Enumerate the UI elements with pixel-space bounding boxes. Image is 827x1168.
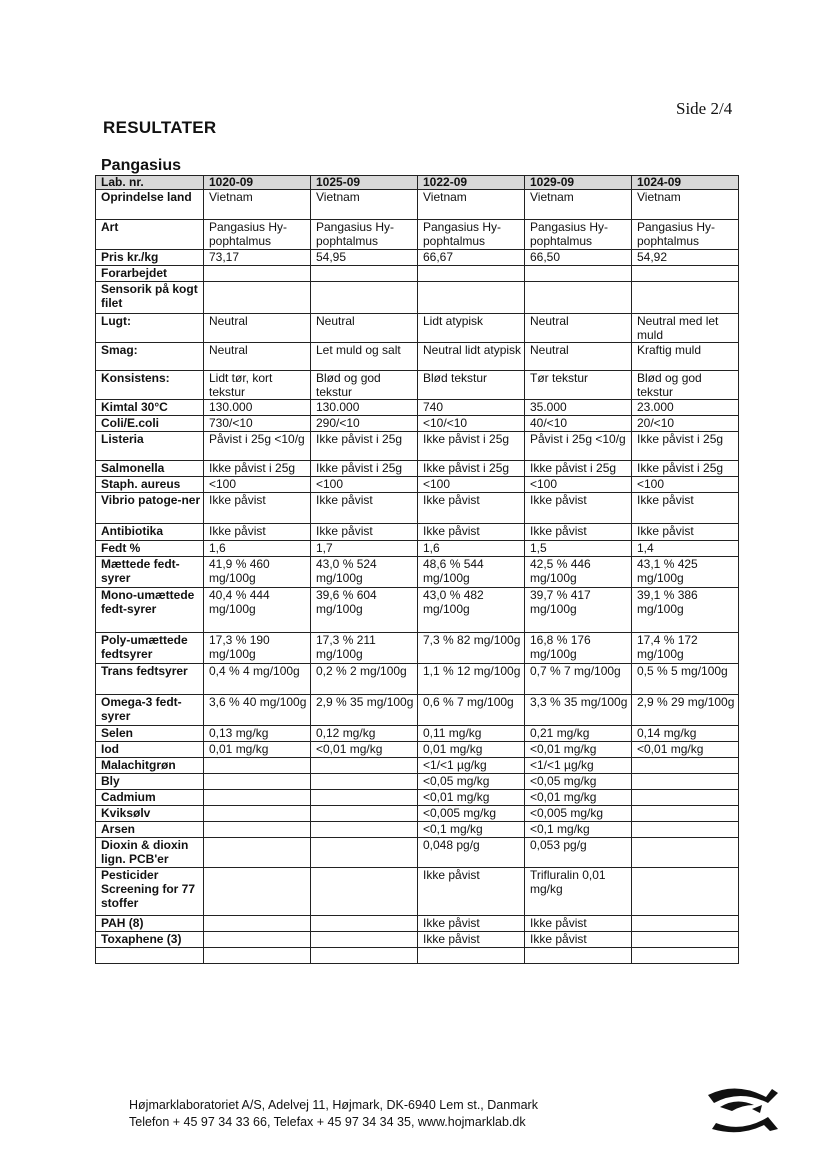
table-cell: <0,01 mg/kg [525, 790, 632, 806]
table-row [96, 190, 739, 220]
table-cell [632, 266, 739, 282]
table-cell: 0,11 mg/kg [418, 726, 525, 742]
section-title: Pangasius [101, 157, 182, 174]
table-cell: Ikke påvist [525, 524, 632, 541]
table-row [96, 806, 739, 822]
table-row [96, 695, 739, 726]
table-cell: <0,1 mg/kg [418, 822, 525, 838]
table-cell: Pangasius Hy-pophtalmus [525, 220, 632, 250]
table-cell: Påvist i 25g <10/g [525, 432, 632, 461]
table-cell: Neutral [204, 314, 311, 343]
table-cell: 0,14 mg/kg [632, 726, 739, 742]
footer-address: Højmarklaboratoriet A/S, Adelvej 11, Højmark, DK-6940 Lem st., Danmark [129, 1098, 538, 1112]
table-cell: 740 [418, 400, 525, 416]
table-row [96, 557, 739, 588]
row-label: Toxaphene (3) [96, 932, 204, 948]
table-row [96, 524, 739, 541]
table-row [96, 220, 739, 250]
table-cell: Pangasius Hy-pophtalmus [632, 220, 739, 250]
table-cell: 0,6 % 7 mg/100g [418, 695, 525, 726]
table-cell [632, 790, 739, 806]
table-cell [311, 838, 418, 868]
table-row [96, 343, 739, 371]
table-cell: <100 [204, 477, 311, 493]
page-heading: RESULTATER [103, 118, 217, 137]
table-cell [204, 868, 311, 916]
table-cell [204, 790, 311, 806]
table-cell: Neutral [311, 314, 418, 343]
table-cell: 0,01 mg/kg [204, 742, 311, 758]
table-cell: 16,8 % 176 mg/100g [525, 633, 632, 664]
table-cell: <1/<1 µg/kg [418, 758, 525, 774]
table-cell: 23.000 [632, 400, 739, 416]
table-cell: 48,6 % 544 mg/100g [418, 557, 525, 588]
table-cell: Vietnam [632, 190, 739, 220]
table-row [96, 633, 739, 664]
table-row [96, 916, 739, 932]
table-cell: 1,6 [204, 541, 311, 557]
table-cell [525, 948, 632, 964]
table-cell: <0,05 mg/kg [525, 774, 632, 790]
row-label: Smag: [96, 343, 204, 371]
table-cell: Ikke påvist i 25g [418, 432, 525, 461]
table-cell: 290/<10 [311, 416, 418, 432]
row-label: Cadmium [96, 790, 204, 806]
table-row [96, 664, 739, 695]
table-cell: Vietnam [204, 190, 311, 220]
table-cell: Ikke påvist i 25g [632, 461, 739, 477]
table-cell: Blød tekstur [418, 371, 525, 400]
table-cell: <0,01 mg/kg [525, 742, 632, 758]
footer-contact: Telefon + 45 97 34 33 66, Telefax + 45 97 34 34 35, www.hojmarklab.dk [129, 1115, 526, 1129]
table-cell: <0,005 mg/kg [418, 806, 525, 822]
table-cell: 39,1 % 386 mg/100g [632, 588, 739, 633]
table-cell: Vietnam [418, 190, 525, 220]
table-row [96, 774, 739, 790]
table-cell [632, 822, 739, 838]
table-cell: Ikke påvist i 25g [418, 461, 525, 477]
table-cell: 43,0 % 524 mg/100g [311, 557, 418, 588]
table-cell: 40,4 % 444 mg/100g [204, 588, 311, 633]
table-cell: 1,5 [525, 541, 632, 557]
table-cell: Neutral med let muld [632, 314, 739, 343]
table-cell [311, 266, 418, 282]
header-label: Lab. nr. [96, 176, 204, 190]
table-cell [311, 868, 418, 916]
table-cell: 40/<10 [525, 416, 632, 432]
table-row [96, 250, 739, 266]
table-row [96, 282, 739, 314]
table-cell: Blød og god tekstur [311, 371, 418, 400]
table-cell: 1,6 [418, 541, 525, 557]
table-cell: Pangasius Hy-pophtalmus [204, 220, 311, 250]
table-cell [632, 806, 739, 822]
table-cell [204, 282, 311, 314]
table-cell [311, 774, 418, 790]
table-cell: 1,4 [632, 541, 739, 557]
row-label [96, 948, 204, 964]
row-label: Fedt % [96, 541, 204, 557]
table-cell: 0,5 % 5 mg/100g [632, 664, 739, 695]
table-cell: 39,6 % 604 mg/100g [311, 588, 418, 633]
table-cell: Vietnam [525, 190, 632, 220]
table-cell: Neutral [525, 343, 632, 371]
table-row [96, 932, 739, 948]
table-cell [311, 822, 418, 838]
row-label: Coli/E.coli [96, 416, 204, 432]
row-label: Lugt: [96, 314, 204, 343]
table-cell: Ikke påvist i 25g [311, 461, 418, 477]
table-cell [204, 266, 311, 282]
table-row [96, 541, 739, 557]
table-row [96, 742, 739, 758]
table-cell: Ikke påvist [311, 524, 418, 541]
table-cell: 43,0 % 482 mg/100g [418, 588, 525, 633]
table-cell: <0,005 mg/kg [525, 806, 632, 822]
table-cell: 17,4 % 172 mg/100g [632, 633, 739, 664]
table-cell: 130.000 [311, 400, 418, 416]
table-cell: <100 [311, 477, 418, 493]
table-cell: <0,01 mg/kg [632, 742, 739, 758]
table-cell: 20/<10 [632, 416, 739, 432]
table-cell: <0,1 mg/kg [525, 822, 632, 838]
table-cell: Ikke påvist i 25g [632, 432, 739, 461]
table-row [96, 588, 739, 633]
table-cell: 39,7 % 417 mg/100g [525, 588, 632, 633]
row-label: Listeria [96, 432, 204, 461]
table-cell: Ikke påvist [418, 916, 525, 932]
table-cell: Lidt atypisk [418, 314, 525, 343]
table-cell: Tør tekstur [525, 371, 632, 400]
table-cell: 0,053 pg/g [525, 838, 632, 868]
header-cell: 1020-09 [204, 176, 311, 190]
table-row [96, 416, 739, 432]
table-cell [632, 932, 739, 948]
table-cell: 2,9 % 35 mg/100g [311, 695, 418, 726]
row-label: Kviksølv [96, 806, 204, 822]
table-cell [632, 758, 739, 774]
row-label: Malachitgrøn [96, 758, 204, 774]
header-cell: 1022-09 [418, 176, 525, 190]
table-cell: <100 [632, 477, 739, 493]
table-cell [204, 916, 311, 932]
table-cell: 73,17 [204, 250, 311, 266]
table-cell: Ikke påvist [632, 493, 739, 524]
table-cell: <100 [525, 477, 632, 493]
table-cell [632, 916, 739, 932]
table-cell [204, 948, 311, 964]
table-row [96, 461, 739, 477]
table-cell: 0,12 mg/kg [311, 726, 418, 742]
table-cell: 0,21 mg/kg [525, 726, 632, 742]
table-row [96, 314, 739, 343]
table-cell: Blød og god tekstur [632, 371, 739, 400]
table-row [96, 758, 739, 774]
table-cell: 2,9 % 29 mg/100g [632, 695, 739, 726]
table-cell: <0,01 mg/kg [311, 742, 418, 758]
row-label: Pesticider Screening for 77 stoffer [96, 868, 204, 916]
table-cell: Neutral [204, 343, 311, 371]
table-cell [204, 774, 311, 790]
row-label: Art [96, 220, 204, 250]
row-label: Pris kr./kg [96, 250, 204, 266]
results-table [95, 175, 739, 964]
table-cell [418, 948, 525, 964]
table-cell: 1,7 [311, 541, 418, 557]
table-cell: Ikke påvist [418, 524, 525, 541]
table-cell [204, 822, 311, 838]
table-cell [632, 774, 739, 790]
table-cell: Ikke påvist [204, 493, 311, 524]
table-row [96, 493, 739, 524]
table-cell: Ikke påvist i 25g [525, 461, 632, 477]
row-label: Bly [96, 774, 204, 790]
row-label: Selen [96, 726, 204, 742]
table-row [96, 266, 739, 282]
table-cell: 0,13 mg/kg [204, 726, 311, 742]
row-label: Poly-umættede fedtsyrer [96, 633, 204, 664]
table-cell [311, 948, 418, 964]
row-label: Dioxin & dioxin lign. PCB'er [96, 838, 204, 868]
table-cell: 41,9 % 460 mg/100g [204, 557, 311, 588]
row-label: Konsistens: [96, 371, 204, 400]
table-row [96, 400, 739, 416]
table-cell [525, 266, 632, 282]
table-cell [632, 282, 739, 314]
footer [129, 1097, 538, 1131]
table-cell: 730/<10 [204, 416, 311, 432]
table-cell: Ikke påvist [418, 493, 525, 524]
table-cell: 35.000 [525, 400, 632, 416]
table-cell: 7,3 % 82 mg/100g [418, 633, 525, 664]
hojmark-logo-icon [706, 1083, 780, 1133]
table-cell [311, 916, 418, 932]
table-row [96, 790, 739, 806]
row-label: Iod [96, 742, 204, 758]
table-cell: Neutral lidt atypisk [418, 343, 525, 371]
table-cell [204, 806, 311, 822]
table-cell: 43,1 % 425 mg/100g [632, 557, 739, 588]
table-cell: 0,2 % 2 mg/100g [311, 664, 418, 695]
table-cell: 1,1 % 12 mg/100g [418, 664, 525, 695]
row-label: Mono-umættede fedt-syrer [96, 588, 204, 633]
header-cell: 1025-09 [311, 176, 418, 190]
table-cell: <0,01 mg/kg [418, 790, 525, 806]
row-label: Vibrio patoge-ner [96, 493, 204, 524]
table-cell: Ikke påvist [418, 932, 525, 948]
row-label: Salmonella [96, 461, 204, 477]
table-cell: Pangasius Hy-pophtalmus [311, 220, 418, 250]
table-row [96, 838, 739, 868]
table-cell: 54,95 [311, 250, 418, 266]
row-label: Antibiotika [96, 524, 204, 541]
table-row [96, 868, 739, 916]
table-cell: 130.000 [204, 400, 311, 416]
table-cell: 42,5 % 446 mg/100g [525, 557, 632, 588]
table-cell: <0,05 mg/kg [418, 774, 525, 790]
table-cell: Ikke påvist [632, 524, 739, 541]
table-cell: 17,3 % 190 mg/100g [204, 633, 311, 664]
row-label: Arsen [96, 822, 204, 838]
table-cell: 3,6 % 40 mg/100g [204, 695, 311, 726]
table-cell: Kraftig muld [632, 343, 739, 371]
table-cell: 66,67 [418, 250, 525, 266]
table-cell: Ikke påvist [311, 493, 418, 524]
table-cell: <1/<1 µg/kg [525, 758, 632, 774]
table-row [96, 948, 739, 964]
table-row [96, 371, 739, 400]
table-cell [632, 948, 739, 964]
row-label: Omega-3 fedt-syrer [96, 695, 204, 726]
table-row [96, 432, 739, 461]
table-cell [525, 282, 632, 314]
table-cell: Ikke påvist [525, 932, 632, 948]
table-cell: Let muld og salt [311, 343, 418, 371]
table-cell: 0,4 % 4 mg/100g [204, 664, 311, 695]
table-cell [418, 266, 525, 282]
table-cell: <10/<10 [418, 416, 525, 432]
table-cell [632, 868, 739, 916]
table-cell [311, 932, 418, 948]
table-cell: Neutral [525, 314, 632, 343]
row-label: Oprindelse land [96, 190, 204, 220]
table-cell: Trifluralin 0,01 mg/kg [525, 868, 632, 916]
table-header-row [96, 176, 739, 190]
row-label: Mættede fedt-syrer [96, 557, 204, 588]
table-cell [204, 758, 311, 774]
table-cell: Vietnam [311, 190, 418, 220]
row-label: Trans fedtsyrer [96, 664, 204, 695]
table-cell: Påvist i 25g <10/g [204, 432, 311, 461]
table-cell [311, 758, 418, 774]
row-label: Kimtal 30°C [96, 400, 204, 416]
table-cell: 66,50 [525, 250, 632, 266]
table-cell: 3,3 % 35 mg/100g [525, 695, 632, 726]
table-cell [204, 932, 311, 948]
row-label: Sensorik på kogt filet [96, 282, 204, 314]
table-cell: Ikke påvist [418, 868, 525, 916]
table-cell: 54,92 [632, 250, 739, 266]
row-label: Staph. aureus [96, 477, 204, 493]
table-cell: Lidt tør, kort tekstur [204, 371, 311, 400]
table-cell [204, 838, 311, 868]
row-label: Forarbejdet [96, 266, 204, 282]
table-cell: Ikke påvist [525, 916, 632, 932]
table-cell: Ikke påvist [204, 524, 311, 541]
header-cell: 1029-09 [525, 176, 632, 190]
row-label: PAH (8) [96, 916, 204, 932]
page-number: Side 2/4 [676, 99, 733, 118]
header-cell: 1024-09 [632, 176, 739, 190]
table-cell [632, 838, 739, 868]
table-cell: 0,01 mg/kg [418, 742, 525, 758]
table-cell: Ikke påvist [525, 493, 632, 524]
table-cell [311, 282, 418, 314]
table-cell: <100 [418, 477, 525, 493]
table-row [96, 477, 739, 493]
table-cell [311, 790, 418, 806]
table-row [96, 822, 739, 838]
table-cell: 0,7 % 7 mg/100g [525, 664, 632, 695]
table-cell: Ikke påvist i 25g [311, 432, 418, 461]
table-row [96, 726, 739, 742]
table-cell [418, 282, 525, 314]
table-cell: Ikke påvist i 25g [204, 461, 311, 477]
table-cell: 17,3 % 211 mg/100g [311, 633, 418, 664]
table-cell: 0,048 pg/g [418, 838, 525, 868]
table-cell [311, 806, 418, 822]
table-cell: Pangasius Hy-pophtalmus [418, 220, 525, 250]
